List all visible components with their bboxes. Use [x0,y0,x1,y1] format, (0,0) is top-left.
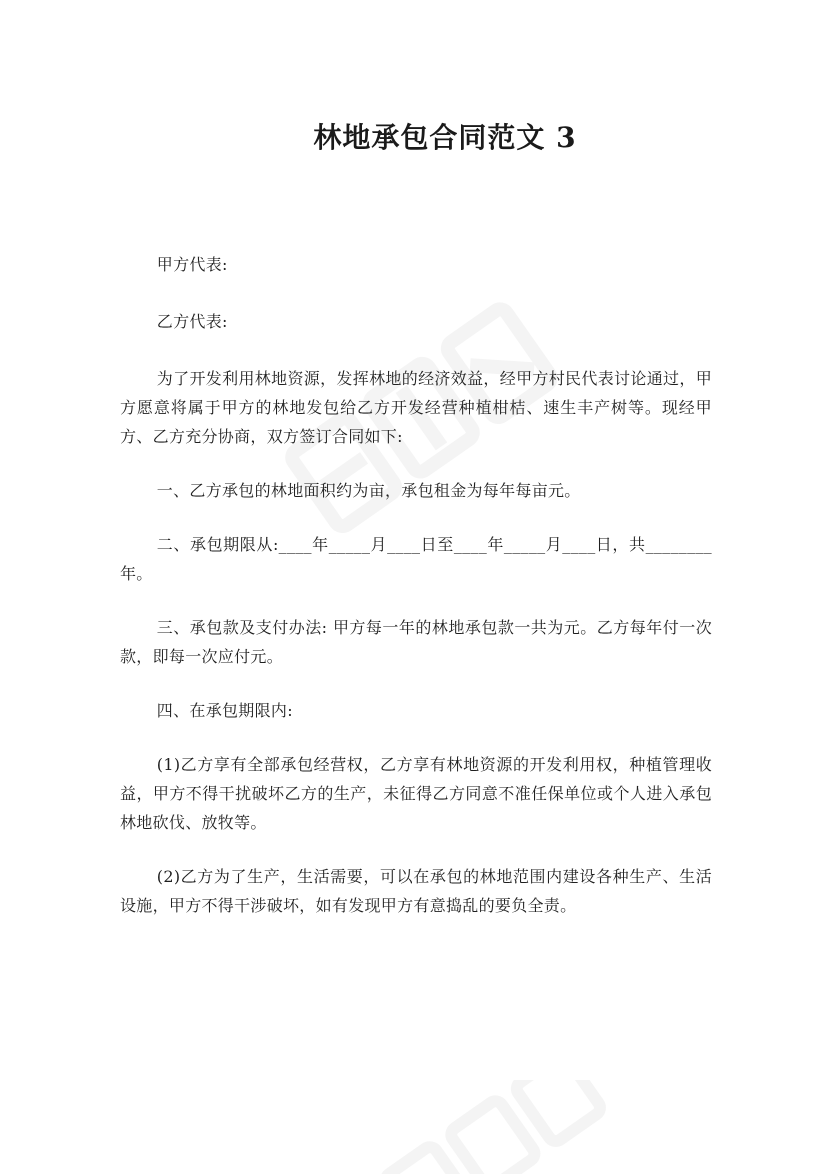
clause-2: 二、承包期限从:____年_____月____日至____年_____月____日，共________年。 [120,535,712,583]
preamble-paragraph: 为了开发利用林地资源，发挥林地的经济效益，经甲方村民代表讨论通过，甲方愿意将属于甲方的林地发包给乙方开发经营种植柑桔、速生丰产树等。现经甲方、乙方充分协商，双方签订合同如下: [120,369,712,446]
document-title: 林地承包合同范文 3 [313,121,577,154]
clause-4-item-2: (2)乙方为了生产，生活需要，可以在承包的林地范围内建设各种生产、生活设施，甲方不得干涉破坏，如有发现甲方有意捣乱的要负全责。 [120,867,712,915]
document-body [120,250,712,945]
clause-4-item-1: (1)乙方享有全部承包经营权，乙方享有林地资源的开发利用权，种植管理收益，甲方不得干扰破坏乙方的生产，未征得乙方同意不准任保单位或个人进入承包林地砍伐、放牧等。 [120,755,712,832]
clause-1: 一、乙方承包的林地面积约为亩，承包租金为每年每亩元。 [156,481,581,500]
clause-4: 四、在承包期限内: [156,701,293,720]
party-b-representative: 乙方代表: [156,312,228,331]
clause-3: 三、承包款及支付办法: 甲方每一年的林地承包款一共为元。乙方每年付一次款，即每一次应付元。 [120,618,712,666]
party-a-representative: 甲方代表: [156,255,228,274]
watermark-logo-bottom [360,1080,620,1174]
